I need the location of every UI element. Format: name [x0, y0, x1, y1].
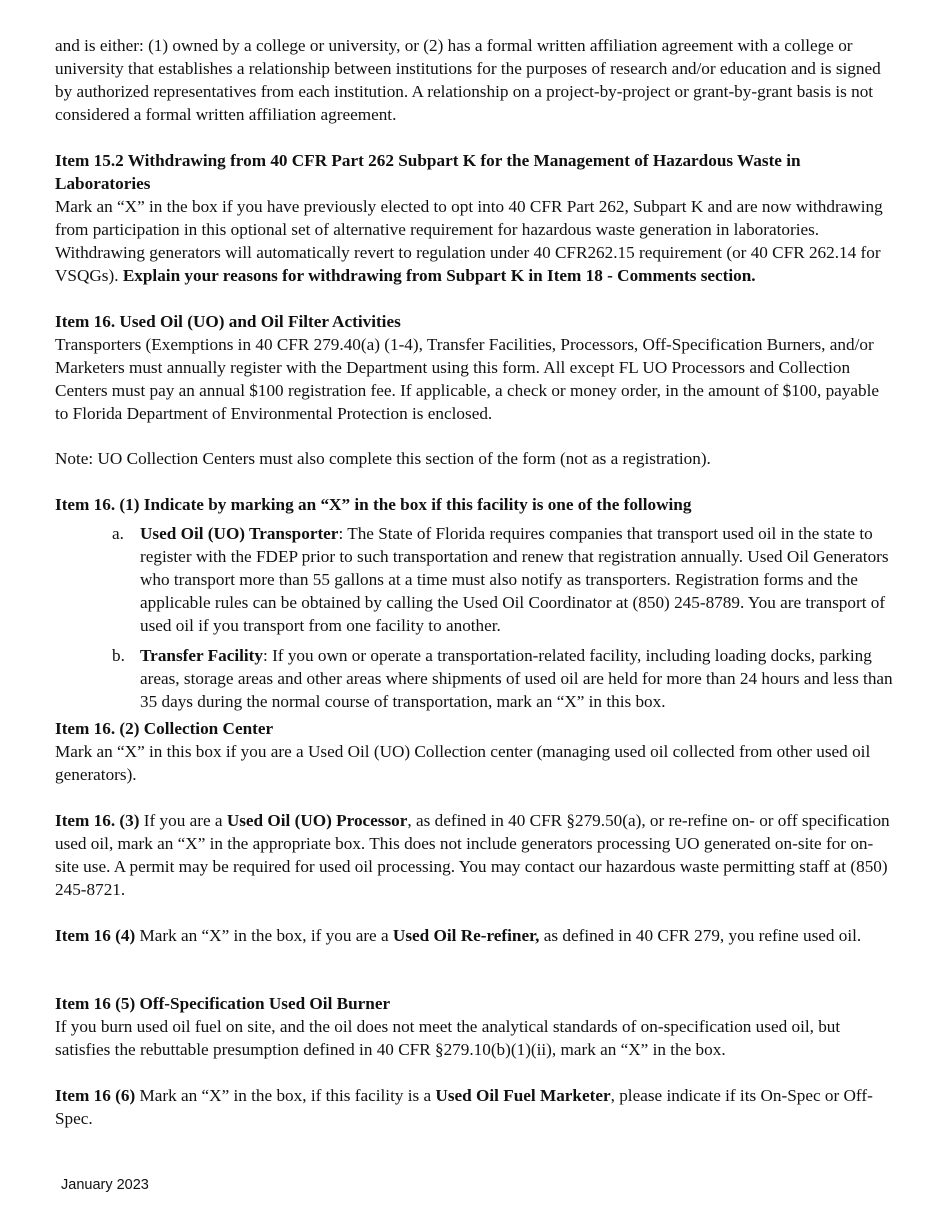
item-16-3-post: , as defined in 40 CFR §279.50(a), or re-refine on- or off specification used oil, mark an “X” in the appropriate box. This does not include generators processing UO generated on-site for on-site use. A permit may be required for used oil processing. You may contact our hazardous waste permitting staff at (850) 245-8721. — [55, 811, 890, 899]
item-16-6-post: , please indicate if its On-Spec or Off-Spec. — [55, 1086, 873, 1128]
item-16-6-term: Used Oil Fuel Marketer — [435, 1086, 611, 1105]
item-16-2-section — [55, 717, 895, 786]
item-16-2-body: Mark an “X” in this box if you are a Used Oil (UO) Collection center (managing used oil collected from other used oil generators). — [55, 742, 871, 784]
item-16-heading-text: Item 16. Used Oil (UO) and Oil Filter Activities — [55, 312, 401, 331]
item-15-2-section — [55, 149, 895, 287]
item-16-5-body: If you burn used oil fuel on site, and the oil does not meet the analytical standards of on-specification used oil, but satisfies the rebuttable presumption defined in 40 CFR §279.10(b)(1)(ii), mark an “X” in the box. — [55, 1017, 841, 1059]
item-16-note: Note: UO Collection Centers must also complete this section of the form (not as a registration). — [55, 449, 711, 468]
item-15-2-heading-text: Item 15.2 Withdrawing from 40 CFR Part 262 Subpart K for the Management of Hazardous Waste in Laboratories — [55, 151, 801, 193]
item-16-6-pre: Mark an “X” in the box, if this facility is a — [135, 1086, 436, 1105]
item-16-4-label: Item 16 (4) — [55, 926, 136, 945]
item-16-2-heading — [55, 717, 895, 740]
item-16-6-paragraph — [55, 1084, 895, 1130]
list-item-transfer-facility — [55, 644, 895, 713]
item-16-3-pre: If you are a — [139, 811, 227, 830]
item-16-5-section — [55, 992, 895, 1061]
item-16-3-term: Used Oil (UO) Processor — [226, 811, 408, 830]
item-16-1-heading-text: Item 16. (1) Indicate by marking an “X” in the box if this facility is one of the following — [55, 495, 692, 514]
item-16-4-post: as defined in 40 CFR 279, you refine used oil. — [539, 926, 862, 945]
item-16-3-section — [55, 809, 895, 901]
item-15-2-body — [55, 195, 895, 287]
item-16-4-section — [55, 924, 895, 947]
intro-paragraph: and is either: (1) owned by a college or university, or (2) has a formal written affiliation agreement with a college or university that establishes a relationship between institutions for the purposes of research and/or education and is signed by authorized representatives from each institution. A relationship on a project-by-project or grant-by-grant basis is not considered a formal written affiliation agreement. — [55, 36, 881, 124]
item-16-3-label: Item 16. (3) — [55, 811, 140, 830]
list-item-text: : The State of Florida requires companies that transport used oil in the state to register with the FDEP prior to such transportation and renew that registration annually. Used Oil Generators who transport more than 55 gallons at a time must also notify as transporters. Registration forms and the applicable rules can be obtained by calling the Used Oil Coordinator at (850) 245-8789. You are transport of used oil if you transport from one facility to another. — [140, 524, 889, 635]
item-16-4-pre: Mark an “X” in the box, if you are a — [135, 926, 393, 945]
item-16-4-term: Used Oil Re-refiner, — [392, 926, 540, 945]
item-16-5-heading-text: Item 16 (5) Off-Specification Used Oil Burner — [55, 994, 391, 1013]
item-16-6-label: Item 16 (6) — [55, 1086, 136, 1105]
item-16-2-heading-text: Item 16. (2) Collection Center — [55, 719, 274, 738]
item-15-2-body-text: Mark an “X” in the box if you have previously elected to opt into 40 CFR Part 262, Subpart K and are now withdrawing from participation in this optional set of alternative requirement for hazardous waste generation in laboratories. Withdrawing generators will automatically revert to regulation under 40 CFR262.15 requirement (or 40 CFR 262.14 for VSQGs). — [55, 197, 883, 285]
list-item-term: Used Oil (UO) Transporter — [140, 524, 339, 543]
list-marker: a. — [112, 524, 124, 543]
item-15-2-heading — [55, 149, 895, 195]
item-16-4-paragraph — [55, 924, 895, 947]
facility-type-list — [55, 522, 895, 713]
item-16-body: Transporters (Exemptions in 40 CFR 279.40(a) (1-4), Transfer Facilities, Processors, Off-Specification Burners, and/or Marketers must annually register with the Department using this form. All except FL UO Processors and Collection Centers must pay an annual $100 registration fee. If applicable, a check or money order, in the amount of $100, payable to Florida Department of Environmental Protection is enclosed. — [55, 335, 880, 423]
item-16-5-heading — [55, 992, 895, 1015]
item-16-1-heading — [55, 493, 895, 516]
footer-date: January 2023 — [61, 1177, 149, 1193]
item-15-2-bold-tail: Explain your reasons for withdrawing from Subpart K in Item 18 - Comments section. — [122, 266, 756, 285]
item-16-6-section — [55, 1084, 895, 1130]
item-16-section — [55, 310, 895, 470]
item-16-heading — [55, 310, 895, 333]
item-16-3-paragraph — [55, 809, 895, 901]
list-item-text: : If you own or operate a transportation-related facility, including loading docks, parking areas, storage areas and other areas where shipments of used oil are held for more than 24 hours and less than 35 days during the normal course of transportation, mark an “X” in this box. — [140, 646, 893, 711]
list-item-used-oil-transporter — [55, 522, 895, 637]
item-16-1-section — [55, 493, 895, 713]
list-marker: b. — [112, 646, 125, 665]
list-item-term: Transfer Facility — [140, 646, 263, 665]
document-page — [55, 34, 895, 1130]
